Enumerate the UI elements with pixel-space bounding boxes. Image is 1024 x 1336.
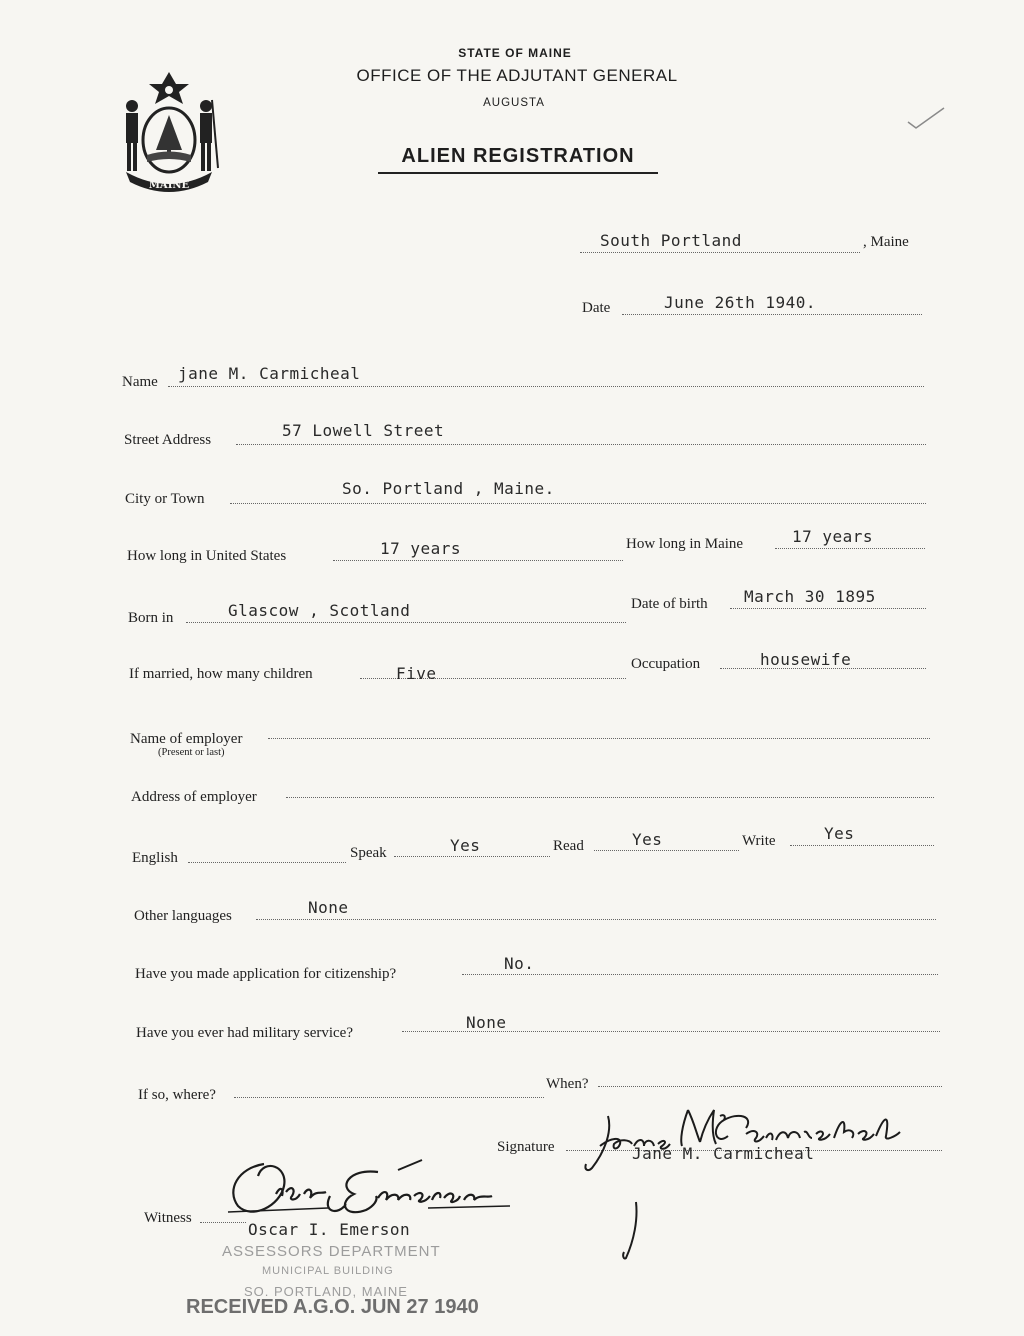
maine-years-label: How long in Maine <box>626 536 744 552</box>
when-dots <box>598 1086 942 1087</box>
date-dots <box>622 314 922 315</box>
speak-label: Speak <box>350 845 387 861</box>
citizenship-label: Have you made application for citizenship? <box>135 966 397 982</box>
write-value: Yes <box>824 824 855 843</box>
signature-typed-name: Jane M. Carmicheal <box>632 1144 815 1163</box>
english-label: English <box>132 850 178 866</box>
name-label: Name <box>122 374 158 390</box>
signature-label: Signature <box>497 1139 555 1155</box>
speak-dots <box>394 856 550 857</box>
english-dots <box>188 862 346 863</box>
employer-label: Name of employer <box>130 731 243 747</box>
office-title: OFFICE OF THE ADJUTANT GENERAL <box>356 66 678 85</box>
witness-signature <box>218 1150 518 1222</box>
born-label: Born in <box>128 610 174 626</box>
where-label: If so, where? <box>138 1087 216 1103</box>
date-label: Date <box>582 300 611 316</box>
stamp-line-2: MUNICIPAL BUILDING <box>262 1265 394 1277</box>
when-label: When? <box>546 1076 589 1092</box>
date-value: June 26th 1940. <box>664 293 816 312</box>
read-value: Yes <box>632 830 663 849</box>
read-dots <box>594 850 739 851</box>
city-dots <box>230 503 926 504</box>
read-label: Read <box>553 838 584 854</box>
location-suffix: , Maine <box>863 234 909 250</box>
street-dots <box>236 444 926 445</box>
witness-label: Witness <box>144 1210 192 1226</box>
write-dots <box>790 845 934 846</box>
us-years-dots <box>333 560 623 561</box>
check-mark-icon <box>906 104 946 132</box>
other-languages-value: None <box>308 898 349 917</box>
street-value: 57 Lowell Street <box>282 421 445 440</box>
employer-address-dots <box>286 797 934 798</box>
us-years-label: How long in United States <box>127 548 287 564</box>
seal-label: MAINE <box>148 180 190 191</box>
children-label: If married, how many children <box>129 666 313 682</box>
title-underline <box>378 172 658 174</box>
write-label: Write <box>742 833 776 849</box>
dob-label: Date of birth <box>631 596 708 612</box>
maine-years-value: 17 years <box>792 527 874 546</box>
born-dots <box>186 622 626 623</box>
received-stamp: RECEIVED A.G.O. JUN 27 1940 <box>186 1296 479 1318</box>
city-label: City or Town <box>125 491 205 507</box>
state-title: STATE OF MAINE <box>458 46 572 60</box>
stamp-line-3: SO. PORTLAND, MAINE <box>244 1284 408 1299</box>
military-label: Have you ever had military service? <box>136 1025 353 1041</box>
where-dots <box>234 1097 544 1098</box>
citizenship-dots <box>462 974 938 975</box>
dob-value: March 30 1895 <box>744 587 876 606</box>
city-value: So. Portland , Maine. <box>342 479 555 498</box>
employer-sublabel: (Present or last) <box>158 747 225 758</box>
speak-value: Yes <box>450 836 481 855</box>
maine-years-dots <box>775 548 925 549</box>
employer-dots <box>268 738 930 739</box>
stamp-line-1: ASSESSORS DEPARTMENT <box>222 1243 441 1260</box>
signature-mark <box>618 1200 648 1262</box>
employer-address-label: Address of employer <box>131 789 257 805</box>
form-title: ALIEN REGISTRATION <box>401 145 635 167</box>
witness-typed-name: Oscar I. Emerson <box>248 1220 411 1239</box>
witness-dots <box>200 1222 246 1223</box>
maine-state-seal <box>114 70 224 195</box>
city-title: AUGUSTA <box>483 97 545 109</box>
applicant-signature <box>578 1106 908 1176</box>
military-value: None <box>466 1013 507 1032</box>
location-dots <box>580 252 860 253</box>
name-value: jane M. Carmicheal <box>178 364 361 383</box>
occupation-label: Occupation <box>631 656 701 672</box>
children-value: Five <box>396 664 437 683</box>
citizenship-value: No. <box>504 954 535 973</box>
other-languages-dots <box>256 919 936 920</box>
occupation-value: housewife <box>760 650 852 669</box>
location-value: South Portland <box>600 231 742 250</box>
other-languages-label: Other languages <box>134 908 232 924</box>
born-value: Glascow , Scotland <box>228 601 411 620</box>
us-years-value: 17 years <box>380 539 462 558</box>
street-label: Street Address <box>124 432 212 448</box>
name-dots <box>168 386 924 387</box>
dob-dots <box>730 608 926 609</box>
